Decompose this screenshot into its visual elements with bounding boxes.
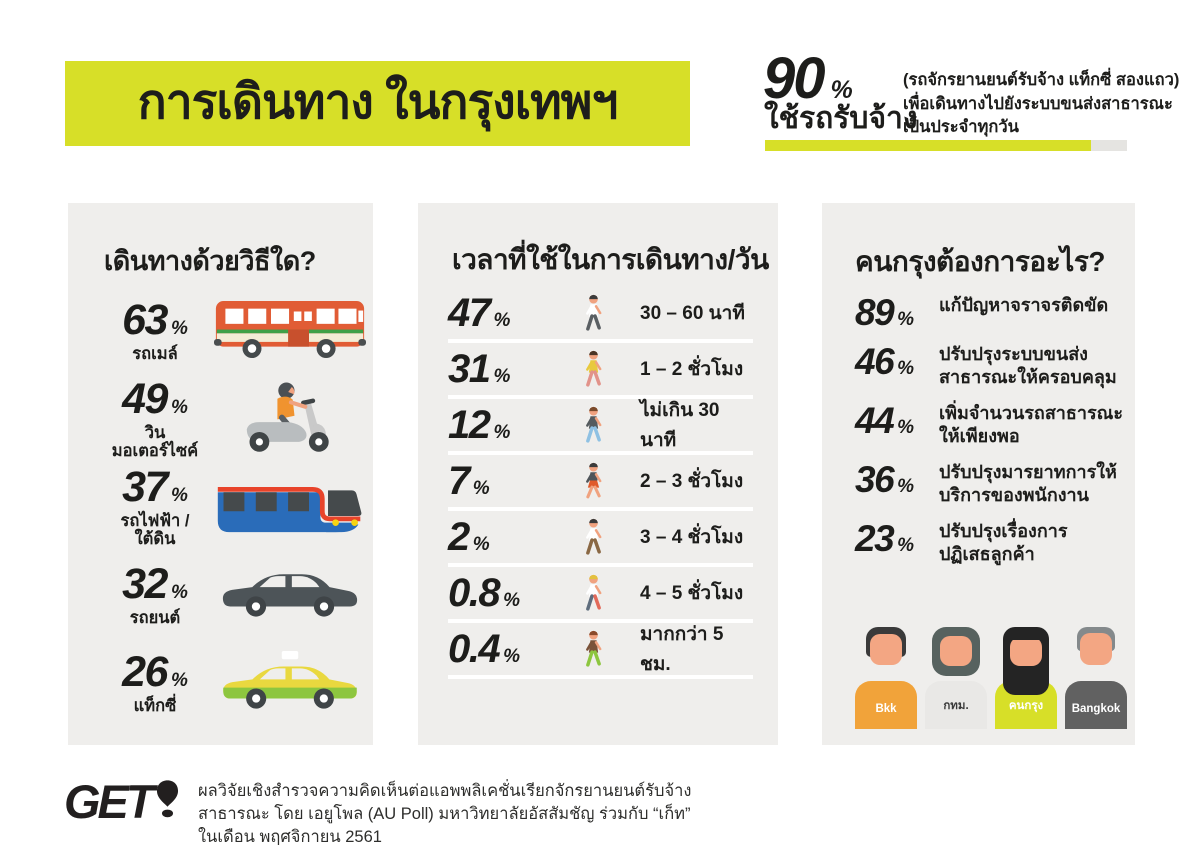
percent-sign: %	[897, 475, 915, 497]
avatar-label: Bangkok	[1071, 703, 1121, 715]
headline-stat-note	[903, 69, 1193, 140]
walking-person-icon	[580, 461, 607, 502]
percent-sign: %	[170, 484, 188, 506]
panel-citizen-wants	[822, 203, 1135, 745]
time-label: 1 – 2 ชั่วโมง	[640, 359, 744, 381]
stat-note-line: เพื่อเดินทางไปยังระบบขนส่งสาธารณะ	[903, 94, 1173, 113]
page-title: การเดินทาง ในกรุงเทพฯ	[137, 76, 618, 130]
avatar	[995, 627, 1057, 729]
headline-stat-value	[763, 46, 853, 111]
percent-sign: %	[897, 416, 915, 438]
method-row	[68, 375, 373, 463]
walking-person-icon	[580, 573, 607, 614]
car-icon	[221, 566, 359, 623]
time-row	[448, 344, 753, 399]
avatar-face	[870, 634, 902, 665]
percent-sign: %	[493, 366, 511, 388]
time-percent: 0.4 %	[448, 627, 521, 672]
want-row	[822, 399, 1135, 449]
walking-person-icon	[580, 517, 607, 558]
method-row	[68, 551, 373, 639]
want-percent: 89 %	[855, 291, 915, 333]
method-row	[68, 639, 373, 727]
avatar	[1065, 627, 1127, 729]
time-label: 30 – 60 นาที	[640, 303, 745, 325]
want-row	[822, 517, 1135, 567]
method-percent: 63 %	[122, 295, 188, 344]
percent-sign: %	[503, 590, 521, 612]
time-percent: 31 %	[448, 347, 511, 392]
time-percent: 2 %	[448, 515, 490, 560]
percent-sign: %	[170, 317, 188, 339]
avatar-face	[940, 636, 972, 666]
time-row	[448, 512, 753, 567]
time-label: 2 – 3 ชั่วโมง	[640, 471, 744, 493]
title-banner	[65, 61, 690, 146]
time-row	[448, 288, 753, 343]
motorcycle-taxi-icon	[236, 377, 344, 460]
taxi-icon	[221, 651, 359, 715]
avatar-face	[1010, 637, 1042, 666]
progress-bar-fill	[765, 140, 1091, 151]
percent-sign: %	[493, 310, 511, 332]
percent-sign: %	[503, 646, 521, 668]
panel-travel-time	[418, 203, 778, 745]
method-label: รถไฟฟ้า / ใต้ดิน	[120, 511, 190, 548]
exclamation-balloon-icon	[156, 780, 179, 819]
time-row	[448, 456, 753, 511]
time-percent: 12 %	[448, 403, 511, 448]
avatar-label: กทม.	[943, 700, 969, 712]
panel-title: เดินทางด้วยวิธีใด?	[104, 246, 316, 276]
panel-travel-methods	[68, 203, 373, 745]
percent-sign: %	[472, 534, 490, 556]
stat-note-line: เป็นประจำทุกวัน	[903, 118, 1019, 136]
method-label: วินมอเตอร์ไซค์	[111, 423, 199, 460]
source-note-line: ในเดือน พฤศจิกายน 2561	[198, 828, 382, 846]
method-label: รถยนต์	[129, 608, 181, 627]
stat-note-line: (รถจักรยานยนต์รับจ้าง แท็กซี่ สองแถว)	[903, 71, 1180, 89]
panel-title: คนกรุงต้องการอะไร?	[855, 246, 1106, 277]
walking-person-icon	[580, 629, 607, 670]
source-note	[198, 780, 691, 849]
method-percent: 49 %	[122, 374, 188, 423]
walking-person-icon	[580, 405, 607, 446]
avatar	[925, 627, 987, 729]
want-percent: 46 %	[855, 340, 915, 382]
avatar-label: Bkk	[875, 703, 897, 715]
method-label: รถเมล์	[132, 344, 178, 363]
want-label: แก้ปัญหาจราจรติดขัด	[939, 294, 1109, 315]
wants-rows	[822, 291, 1135, 567]
source-note-line: สาธารณะ โดย เอยูโพล (AU Poll) มหาวิทยาลัยอัสสัมชัญ ร่วมกับ “เก็ท”	[198, 805, 691, 823]
percent-sign: %	[897, 357, 915, 379]
train-icon	[214, 475, 366, 538]
percent-sign: %	[897, 534, 915, 556]
panel-title: เวลาที่ใช้ในการเดินทาง/วัน	[452, 244, 769, 275]
want-row	[822, 458, 1135, 508]
want-row	[822, 291, 1135, 331]
method-label: แท็กซี่	[133, 696, 177, 715]
source-note-line: ผลวิจัยเชิงสำรวจความคิดเห็นต่อแอพพลิเคชั่นเรียกจักรยานยนต์รับจ้าง	[198, 782, 692, 800]
avatar-face	[1080, 633, 1112, 665]
percent-sign: %	[170, 669, 188, 691]
method-row	[68, 287, 373, 375]
want-percent: 44 %	[855, 399, 915, 441]
time-label: มากกว่า 5 ชม.	[640, 624, 724, 676]
method-percent: 32 %	[122, 559, 188, 608]
avatar	[855, 627, 917, 729]
avatar-label: คนกรุง	[1008, 700, 1044, 712]
avatar-hair-fringe	[1007, 629, 1045, 640]
citizen-avatars	[855, 627, 1127, 729]
methods-rows	[68, 287, 373, 727]
walking-person-icon	[580, 349, 607, 390]
want-label: เพิ่มจำนวนรถสาธารณะ ให้เพียงพอ	[939, 402, 1124, 447]
get-logo-text: GET	[64, 775, 152, 828]
time-row	[448, 400, 753, 455]
method-percent: 26 %	[122, 647, 188, 696]
bus-icon	[214, 299, 366, 362]
percent-sign: %	[493, 422, 511, 444]
stat-number: 90	[763, 46, 824, 111]
time-row	[448, 624, 753, 679]
progress-bar-track	[765, 140, 1127, 151]
method-row	[68, 463, 373, 551]
time-percent: 47 %	[448, 291, 511, 336]
method-percent: 37 %	[122, 462, 188, 511]
time-label: ไม่เกิน 30 นาที	[640, 400, 720, 452]
time-percent: 7 %	[448, 459, 490, 504]
want-percent: 36 %	[855, 458, 915, 500]
headline-stat-label: ใช้รถรับจ้าง	[764, 102, 918, 135]
time-label: 3 – 4 ชั่วโมง	[640, 527, 744, 549]
time-rows	[418, 288, 778, 679]
percent-sign: %	[170, 581, 188, 603]
want-label: ปรับปรุงมารยาทการให้ บริการของพนักงาน	[939, 461, 1117, 506]
percent-sign: %	[897, 308, 915, 330]
time-label: 4 – 5 ชั่วโมง	[640, 583, 744, 605]
want-label: ปรับปรุงระบบขนส่ง สาธารณะให้ครอบคลุม	[939, 343, 1117, 388]
time-row	[448, 568, 753, 623]
time-percent: 0.8 %	[448, 571, 521, 616]
percent-sign: %	[830, 76, 853, 104]
get-logo	[64, 775, 179, 828]
percent-sign: %	[170, 396, 188, 418]
percent-sign: %	[472, 478, 490, 500]
want-percent: 23 %	[855, 517, 915, 559]
want-label: ปรับปรุงเรื่องการ ปฏิเสธลูกค้า	[939, 520, 1068, 565]
want-row	[822, 340, 1135, 390]
walking-person-icon	[580, 293, 607, 334]
